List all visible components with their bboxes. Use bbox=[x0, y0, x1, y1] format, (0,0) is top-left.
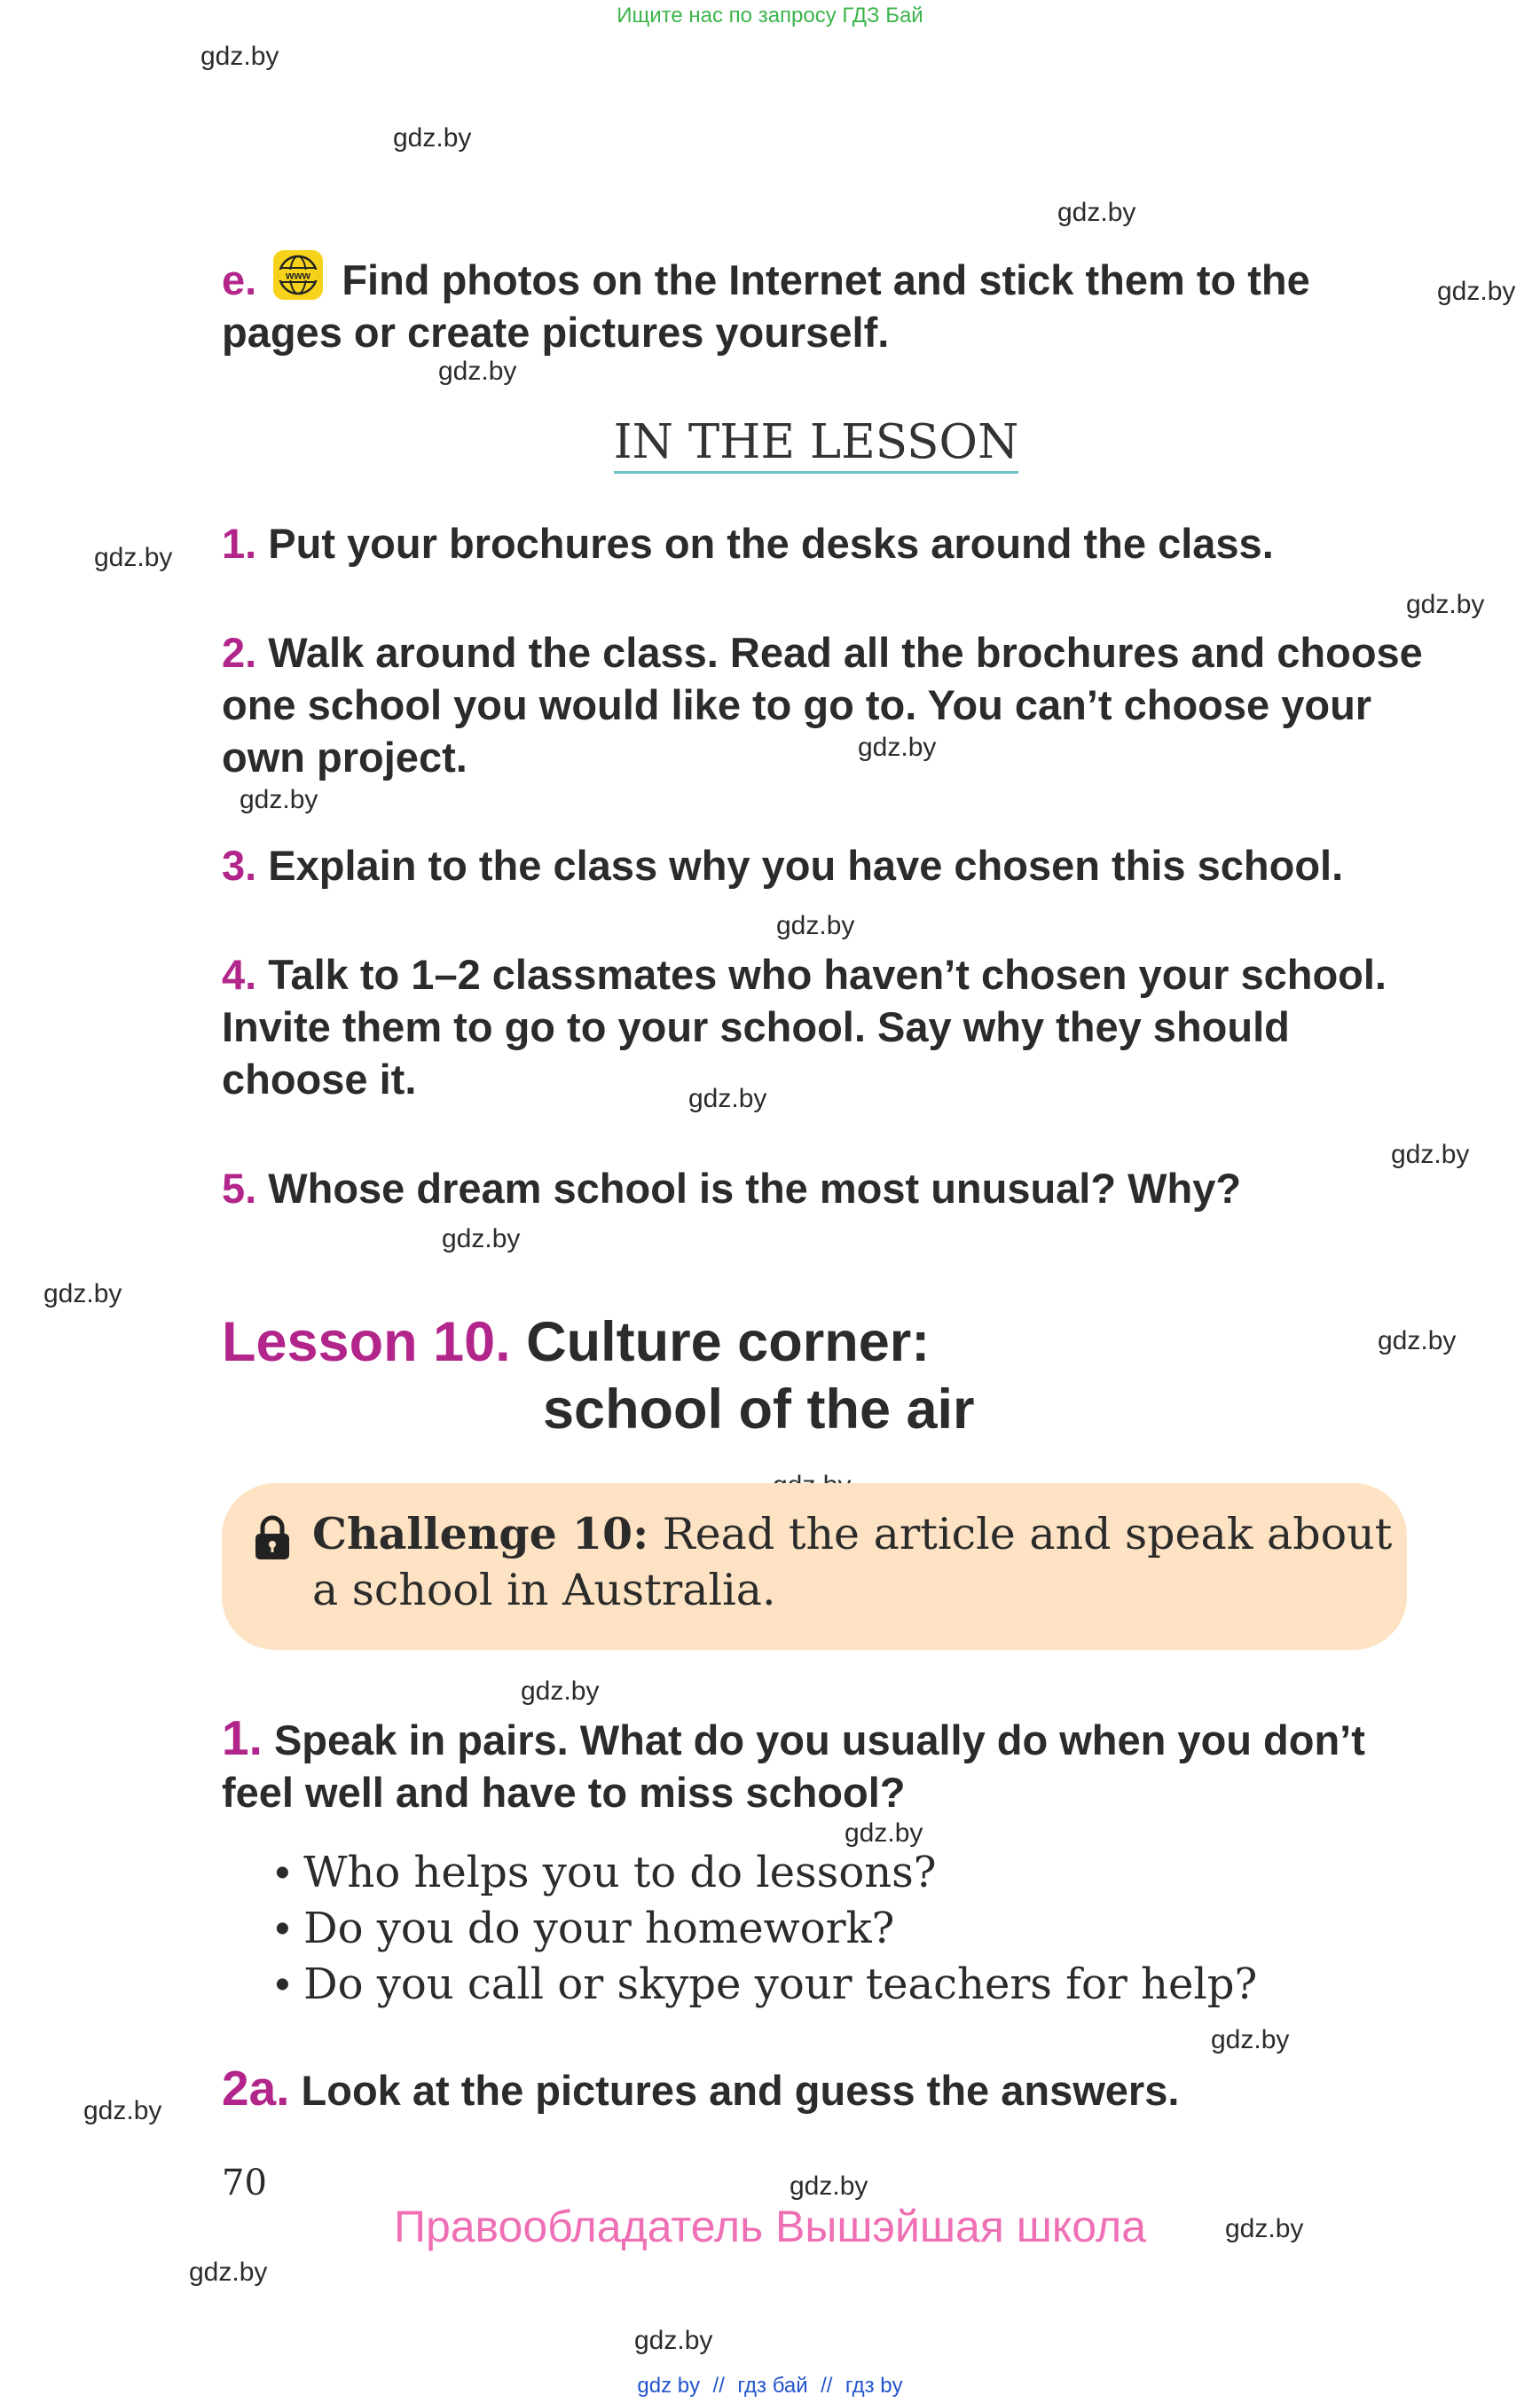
watermark: gdz.by bbox=[94, 543, 173, 572]
watermark: gdz.by bbox=[442, 1224, 521, 1253]
task-text: Put your brochures on the desks around the class. bbox=[268, 520, 1274, 567]
task-number: 1. bbox=[222, 520, 257, 567]
bullet-list bbox=[275, 1845, 1257, 2013]
challenge-box bbox=[222, 1483, 1407, 1650]
footer-link[interactable]: gdz by bbox=[637, 2374, 701, 2398]
task-2a bbox=[222, 2062, 1410, 2116]
www-globe-icon bbox=[271, 248, 325, 302]
watermark: gdz.by bbox=[776, 911, 855, 940]
watermark: gdz.by bbox=[200, 42, 279, 71]
watermark: gdz.by bbox=[43, 1279, 122, 1308]
lesson-task-5 bbox=[222, 1162, 1410, 1214]
task-text: own project. bbox=[222, 734, 468, 781]
task-number: 2a. bbox=[222, 2061, 290, 2116]
watermark: gdz.by bbox=[83, 2096, 162, 2125]
lesson-heading bbox=[222, 1308, 975, 1443]
task-text: Talk to 1–2 classmates who haven’t chosen your school. bbox=[268, 951, 1387, 998]
section-title bbox=[0, 415, 1540, 469]
task-number: 3. bbox=[222, 842, 257, 889]
watermark: gdz.by bbox=[393, 123, 472, 153]
task-e-line2: pages or create pictures yourself. bbox=[222, 309, 890, 356]
task-text: Speak in pairs. What do you usually do when you don’t bbox=[273, 1716, 1365, 1763]
watermark: gdz.by bbox=[189, 2258, 268, 2287]
task-number: 1. bbox=[222, 1710, 263, 1765]
watermark: gdz.by bbox=[1437, 277, 1516, 306]
watermark: gdz.by bbox=[1057, 198, 1136, 227]
task-text: Walk around the class. Read all the brochures and choose bbox=[268, 629, 1423, 676]
watermark: gdz.by bbox=[1211, 2025, 1290, 2054]
watermark: gdz.by bbox=[1378, 1326, 1457, 1355]
list-item: • Do you do your homework? bbox=[275, 1904, 895, 1953]
challenge-text-line1: Read the article and speak about bbox=[662, 1509, 1393, 1559]
watermark: gdz.by bbox=[1225, 2214, 1304, 2243]
task-number: 4. bbox=[222, 951, 257, 998]
copyright: Правообладатель Вышэйшая школа bbox=[394, 2202, 1146, 2251]
watermark: gdz.by bbox=[438, 357, 517, 386]
lesson-title-line1: Culture corner: bbox=[526, 1311, 931, 1373]
lesson-task-4 bbox=[222, 948, 1410, 1105]
task-text: Invite them to go to your school. Say why they should bbox=[222, 1003, 1290, 1050]
padlock-icon bbox=[254, 1515, 291, 1561]
task-number: 5. bbox=[222, 1165, 257, 1212]
task-text: feel well and have to miss school? bbox=[222, 1769, 906, 1816]
footer-links bbox=[0, 2374, 1540, 2399]
watermark: gdz.by bbox=[521, 1677, 600, 1706]
footer-link[interactable]: гдз бай bbox=[737, 2374, 808, 2398]
watermark: gdz.by bbox=[858, 733, 937, 762]
task-e bbox=[222, 248, 1410, 358]
watermark: gdz.by bbox=[240, 785, 318, 814]
top-banner[interactable]: Ищите нас по запросу ГДЗ Бай bbox=[617, 4, 923, 27]
task-number: 2. bbox=[222, 629, 257, 676]
challenge-text-line2: a school in Australia. bbox=[312, 1565, 776, 1615]
lesson-task-3 bbox=[222, 839, 1410, 891]
lesson-title-line2: school of the air bbox=[543, 1378, 975, 1441]
list-item: • Who helps you to do lessons? bbox=[275, 1848, 937, 1897]
lesson-task-2 bbox=[222, 626, 1423, 783]
footer-separator: // bbox=[821, 2374, 833, 2398]
footer-link[interactable]: гдз by bbox=[845, 2374, 903, 2398]
watermark: gdz.by bbox=[1406, 590, 1485, 619]
task-e-line1: Find photos on the Internet and stick them to the bbox=[342, 256, 1310, 303]
page-number: 70 bbox=[222, 2163, 267, 2203]
lesson-number: Lesson 10. bbox=[222, 1311, 511, 1373]
task-e-letter: e. bbox=[222, 256, 257, 303]
task-text: Look at the pictures and guess the answers. bbox=[301, 2067, 1180, 2114]
footer-separator: // bbox=[712, 2374, 725, 2398]
challenge-label: Challenge 10: bbox=[312, 1508, 649, 1559]
task-text: Explain to the class why you have chosen this school. bbox=[268, 842, 1344, 889]
section-title-text: IN THE LESSON bbox=[614, 415, 1019, 474]
watermark: gdz.by bbox=[845, 1818, 923, 1848]
task-text: choose it. bbox=[222, 1056, 417, 1103]
watermark: gdz.by bbox=[790, 2171, 868, 2201]
svg-text:www: www bbox=[286, 269, 311, 282]
watermark: gdz.by bbox=[1391, 1140, 1470, 1169]
task-text: Whose dream school is the most unusual? Why? bbox=[268, 1165, 1242, 1212]
task-1 bbox=[222, 1712, 1410, 1818]
task-text: one school you would like to go to. You can’t choose your bbox=[222, 681, 1372, 728]
lesson-task-1 bbox=[222, 517, 1410, 569]
list-item: • Do you call or skype your teachers for help? bbox=[275, 1959, 1258, 2009]
watermark: gdz.by bbox=[688, 1084, 767, 1113]
watermark: gdz.by bbox=[634, 2326, 713, 2355]
